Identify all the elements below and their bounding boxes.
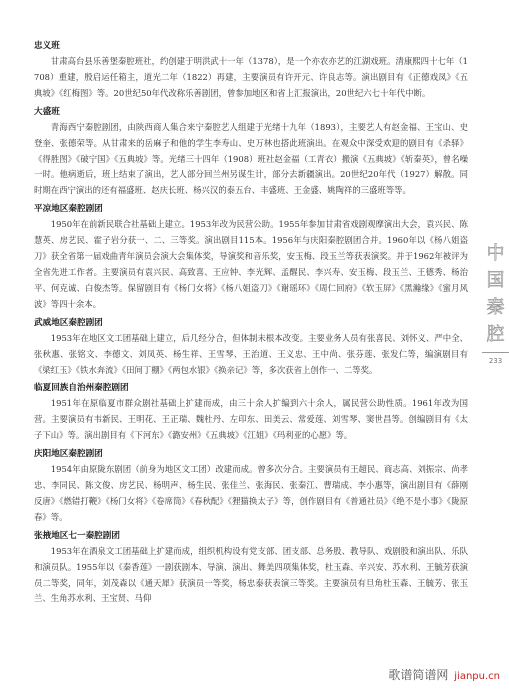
section-heading: 庆阳地区秦腔剧团 [34,449,103,460]
section-zhangye-troupe [34,530,468,608]
section-heading: 临夏回族自治州秦腔剧团 [34,383,129,394]
section-paragraph: 青海西宁秦腔剧团，由陕西商人集合来宁秦腔艺人组建于光绪十九年（1893），主要艺人有赵金福、王宝山、史登奎、张德荣等。从甘肃来的岳麻子和他的学生李寿山、史万林也搭此班演出。在观众中深受欢迎的剧目有《杀驿》《得胜图》《破宁国》《五典坡》等。光绪三十四年（1908）班社赵金福（工青衣）搬演《五典坡》《斩秦英》，曾名噪一时。他病逝后，班上结束了演出，艺人部分回兰州另谋生计，部分去新疆演出。20世纪20年代（1927）解散。同时期在西宁演出的还有福盛班、赵庆长班、杨兴汉的泰五台、丰盛班、王金盛、姚陶祥的三盛班等等。 [34,121,468,196]
side-tab-char: 国 [486,270,505,291]
section-dasheng-ban [34,106,468,200]
watermark-url: jianpu.cn [454,671,500,682]
side-tab [482,240,509,365]
section-paragraph: 1954年由原陇东剧团（前身为地区文工团）改建而成。曾多次分合。主要演员有王超民、商志高、刘振宗、尚孝忠、李同民、陈文俊、房艺民、杨明声、杨生民、张佳兰、张海民、张秦江、曹瑞成、李小惠等，演出剧目有《薛刚反唐》《燃错打鞭》《杨门女将》《卷席筒》《春秋配》《狸猫换太子》等，创作剧目有《普通社员》《绝不是小事》《陇原春》等。 [34,464,468,522]
section-heading: 张掖地区七一秦腔剧团 [34,530,120,541]
section-paragraph: 甘肃高台县乐善堡秦腔班社，约创建于明洪武十一年（1378），是一个亦农亦艺的江湖戏班。清康熙四十七年（1708）重建，殷启运任箱主，道光二年（1822）再建，主要演员有许开元、许良志等。演出剧目有《正德戏凤》《五典坡》《红梅图》等。20世纪50年代改称乐善剧团，曾参加地区和省上汇报演出，20世纪六七十年代中断。 [34,56,468,98]
section-paragraph: 1951年在原临夏市群众剧社基础上扩建而成，由三十余人扩编到六十余人，属民营公助性质。1961年改为国营。主要演员有韦新民、王明花、王正瑞、魏杜丹、左印东、田美云、常爱莲、刘雪琴、窦世昌等。创编剧目有《太子下山》等。演出剧目有《下河东》《潞安州》《五典坡》《江姐》《玛利亚的心愿》等。 [34,398,468,441]
side-tab-char: 腔 [486,324,505,345]
section-paragraph: 1953年在地区文工团基础上建立，后几经分合，但体制未根本改变。主要业务人员有张喜民、刘怀义、严中全、张秋惠、张铭文、李德文、刘凤英、杨生祥、王雪琴、王治道、王义忠、王中尚、张芬莲、张发仁等，编演剧目有《梁红玉》《铁水奔流》《田间丁棚》《两包水银》《换亲记》等，多次获省上创作一、二等奖。 [34,332,468,375]
watermark [385,665,503,684]
section-paragraph: 1953年在酒泉文工团基础上扩建而成，组织机构设有党支部、团支部、总务股、教导队、戏剧股和演出队、乐队和演员队。1955年以《秦香莲》一剧获剧本、导演、演出、舞美四项集体奖，杜玉森、辛兴安、苏水利、王毓芳获演员二等奖，同年，刘茂森以《通天犀》获演员一等奖，杨忠泰获表演三等奖。主要演员有旦角杜玉森、王毓芳、张玉兰、生角苏水利、王宝贤、马仰 [34,545,468,604]
section-heading: 忠义班 [34,41,60,51]
section-heading: 武威地区秦腔剧团 [34,317,103,328]
section-heading: 平凉地区秦腔剧团 [34,204,103,215]
side-tab-char: 中 [486,243,505,264]
side-tab-divider [482,352,509,353]
article-body [34,38,468,611]
section-qingyang-troupe [34,448,468,526]
page-number: 233 [488,357,503,365]
section-pingliang-troupe [34,203,468,312]
section-zhongyi-ban [34,40,468,102]
section-wuwei-troupe [34,317,468,379]
section-linxia-troupe [34,382,468,444]
watermark-text: 歌谱简谱网 [388,668,449,682]
section-paragraph: 1950年在前新民联合社基础上建立。1953年改为民营公助。1955年参加甘肃省戏剧观摩演出大会，袁兴民、陈慧英、房艺民、霍子岩分获一、二、三等奖。演出剧目115本。1956年与庆阳秦腔剧团合并。1960年以《杨八姐盗刀》获全省第一届戏曲青年演员会演大会集体奖，导演奖和音乐奖，安玉梅、段玉兰等获表演奖。并于1962年被评为全省先进工作者。主要演员有袁兴民、高致喜、王应钟、李光辉、孟醒民、李兴寿、安玉梅、段玉兰、王德秀、杨治平、何克诚、白俊杰等。保留剧目有《杨门女将》《杨八姐盗刀》《谢瑶环》《周仁回府》《软玉屏》《黑瀚缘》《蜜月风波》等四十余本。 [34,219,468,309]
section-heading: 大盛班 [34,106,60,117]
side-tab-char: 秦 [486,297,505,318]
